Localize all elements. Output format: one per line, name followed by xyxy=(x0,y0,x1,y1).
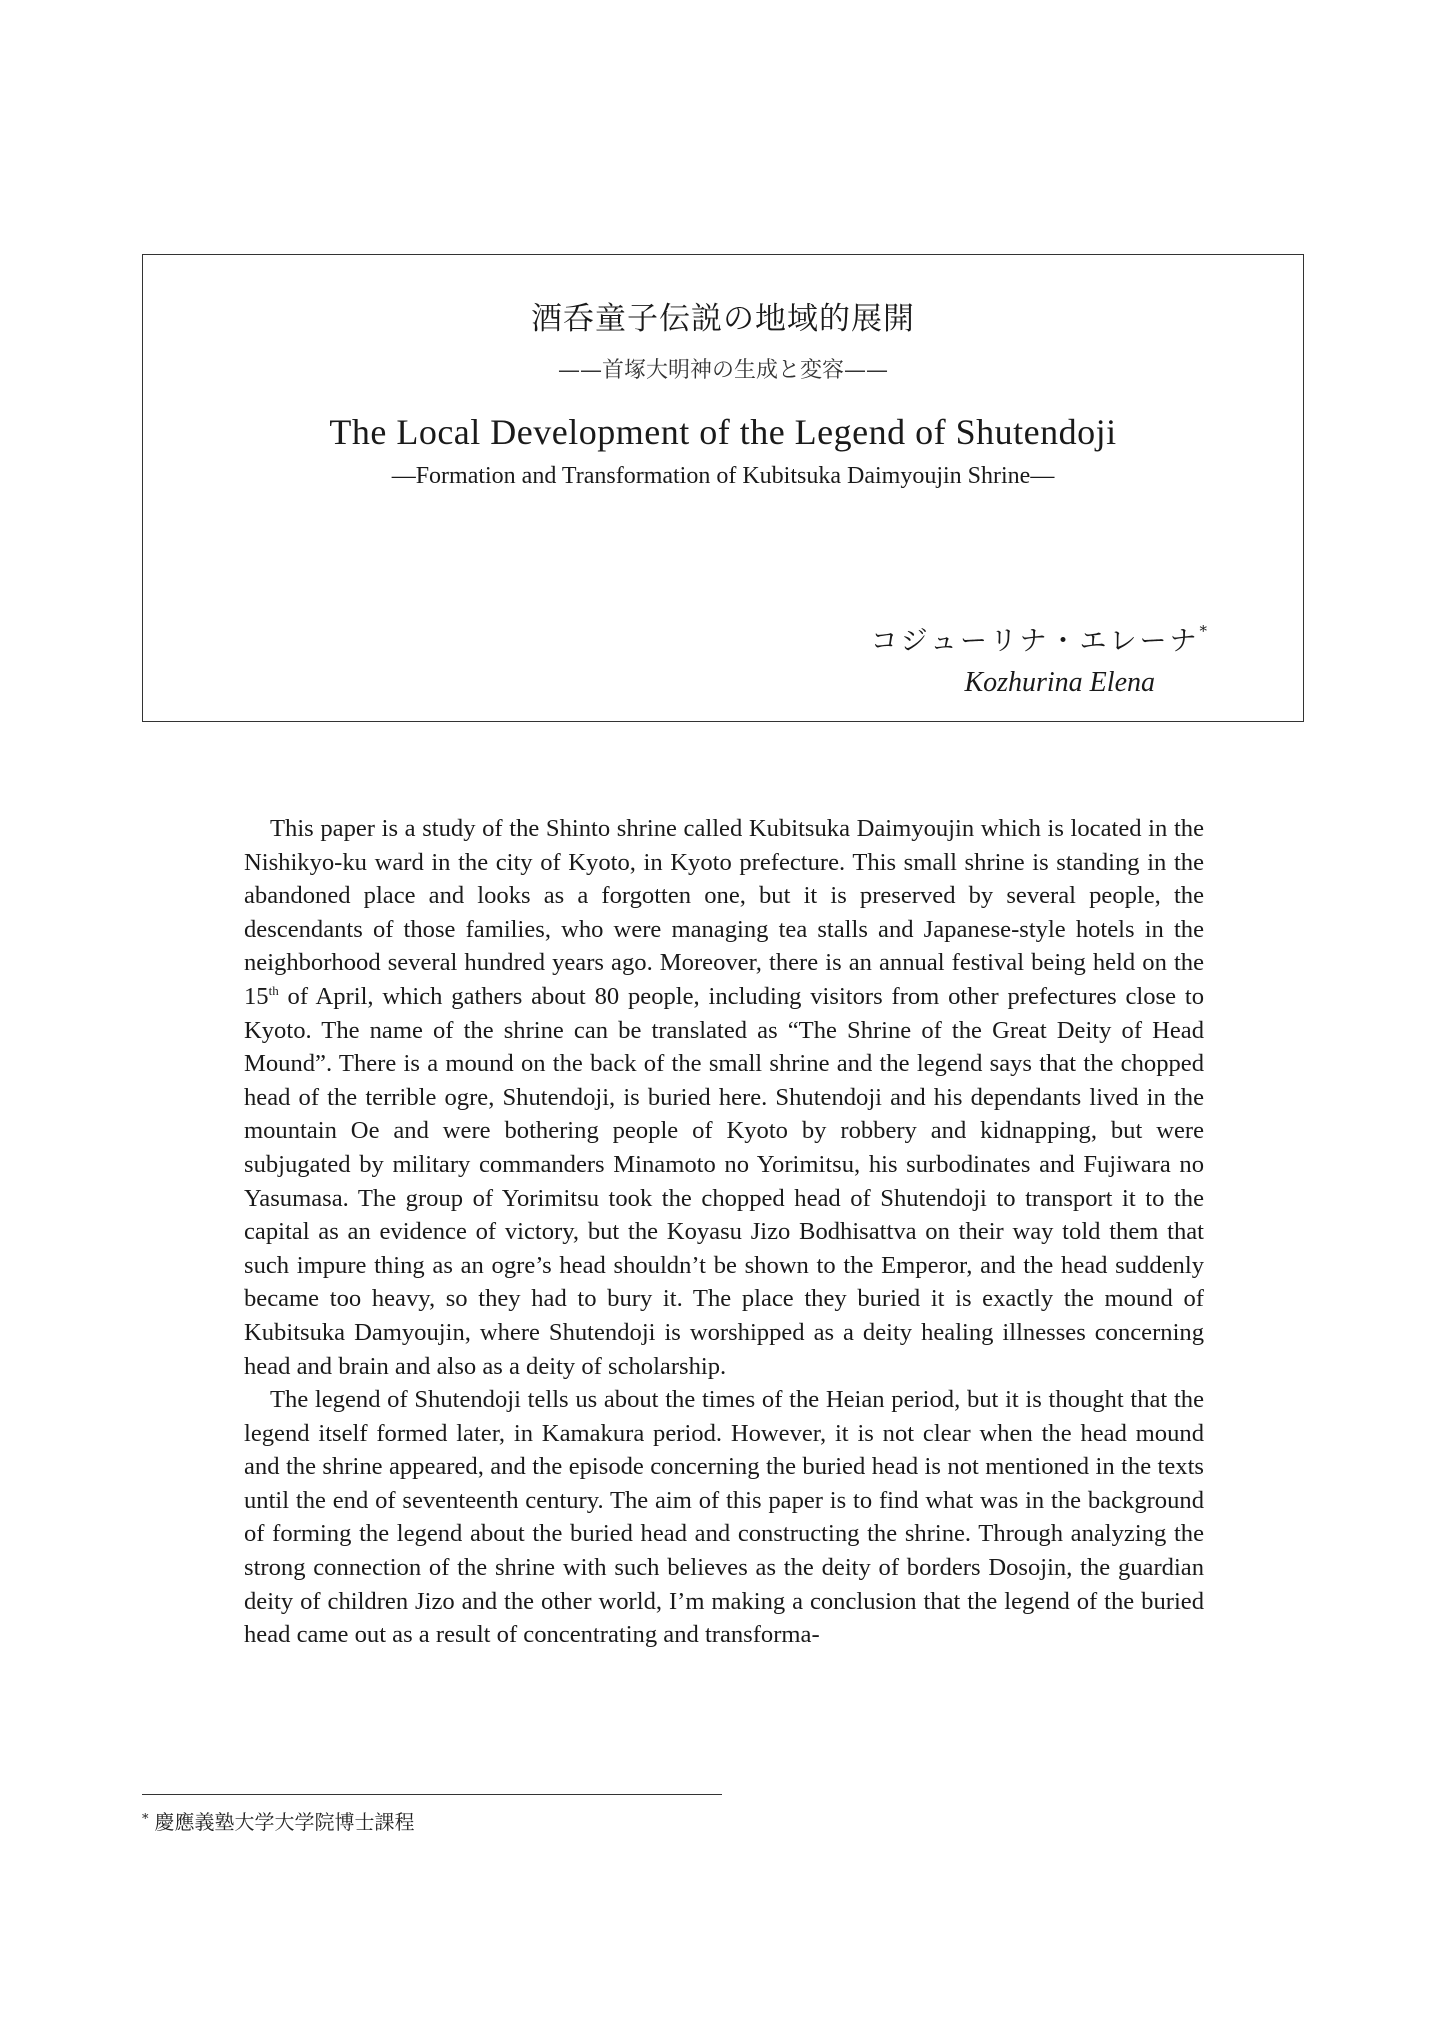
author-footnote-mark: * xyxy=(1199,622,1207,640)
abstract-paragraph-2: The legend of Shutendoji tells us about the times of the Heian period, but it is thought that the legend itself formed later, in Kamakura period. However, it is not clear when the head mound and the shrine appeared, and the episode concerning the buried head is not mentioned in the texts until the end of seventeenth century. The aim of this paper is to find what was in the background of forming the legend about the buried head and constructing the shrine. Through analyzing the strong connection of the shrine with such believes as the deity of borders Dosojin, the guardian deity of children Jizo and the other world, I’m making a conclusion that the legend of the buried head came out as a result of concentrating and transforma- xyxy=(244,1386,1204,1649)
author-name-english: Kozhurina Elena xyxy=(964,667,1155,698)
japanese-title: 酒呑童子伝説の地域的展開 xyxy=(531,301,915,337)
abstract-p1-part-a: This paper is a study of the Shinto shrine called Kubitsuka Daimyoujin which is located in the Nishikyo-ku ward in the city of Kyoto, in Kyoto prefecture. This small shrine is standing in the abandoned place and looks as a forgotten one, but it is preserved by several people, the descendants of those families, who were managing tea stalls and Japanese-style hotels in the neighborhood several hundred years ago. Moreover, there is an annual festival being held on the 15 xyxy=(244,815,1204,1010)
english-subtitle: —Formation and Transformation of Kubitsuka Daimyoujin Shrine— xyxy=(391,463,1055,489)
footnote-mark: * xyxy=(142,1812,149,1827)
author-name-japanese-text: コジューリナ・エレーナ xyxy=(870,626,1200,657)
abstract-p1-part-b: of April, which gathers about 80 people, including visitors from other prefectures close to Kyoto. The name of the shrine can be translated as “The Shrine of the Great Deity of Head Mound”. There is a mound on the back of the small shrine and the legend says that the chopped head of the terrible ogre, Shutendoji, is buried here. Shutendoji and his dependants lived in the mountain Oe and were bothering people of Kyoto by robbery and kidnapping, but were subjugated by military commanders Minamoto no Yorimitsu, his surbodinates and Fujiwara no Yasumasa. The group of Yorimitsu took the chopped head of Shutendoji to transport it to the capital as an evidence of victory, but the Koyasu Jizo Bodhisattva on their way told them that such impure thing as an ogre’s head shouldn’t be shown to the Emperor, and the head suddenly became too heavy, so they had to bury it. The place they buried it is exactly the mound of Kubitsuka Damyoujin, where Shutendoji is worshipped as a deity healing illnesses concerning head and brain and also as a deity of scholarship. xyxy=(244,982,1204,1380)
footnote xyxy=(142,1806,415,1835)
ordinal-suffix: th xyxy=(268,982,279,998)
footnote-divider xyxy=(142,1794,722,1795)
english-title: The Local Development of the Legend of Shutendoji xyxy=(329,412,1117,452)
abstract-paragraph-1 xyxy=(244,812,1204,1383)
footnote-text: 慶應義塾大学大学院博士課程 xyxy=(154,1810,415,1834)
author-name-japanese xyxy=(871,619,1207,658)
title-box xyxy=(142,254,1304,722)
abstract xyxy=(244,812,1204,1652)
japanese-subtitle: ——首塚大明神の生成と変容—— xyxy=(557,358,888,383)
